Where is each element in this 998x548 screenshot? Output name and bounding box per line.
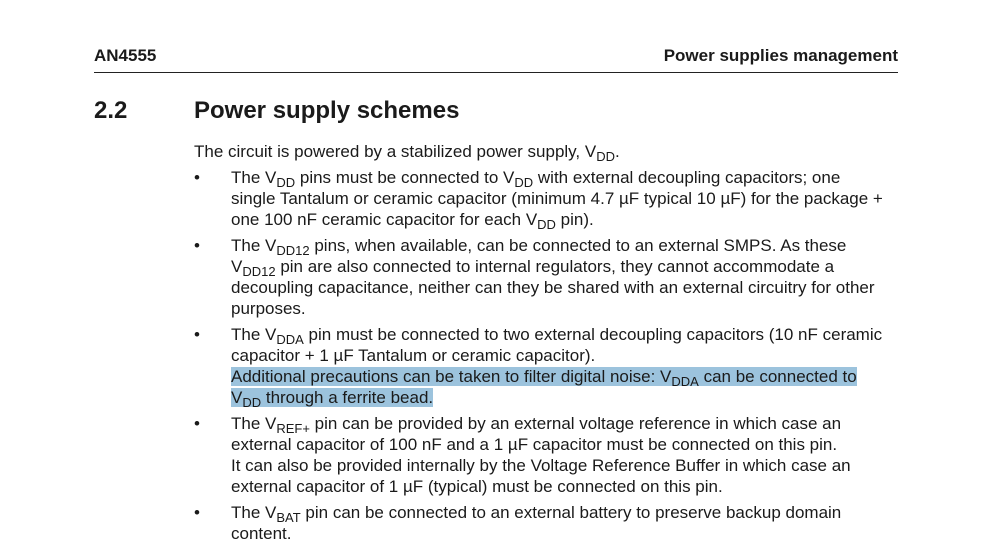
bullet-marker: • <box>194 414 200 433</box>
text-line: purposes. <box>231 299 306 318</box>
text-selection[interactable]: $V_{DD}$ through a ferrite bead. <box>231 388 434 410</box>
header-section-name: Power supplies management <box>663 46 898 65</box>
intro-paragraph: The circuit is powered by a stabilized power supply, $V_{DD}$. <box>194 142 620 164</box>
list-item <box>194 235 914 319</box>
bullet-marker: • <box>194 503 200 522</box>
text-selection[interactable]: Additional precautions can be taken to filter digital noise: $V_{DDA}$ can be connected to <box>231 367 857 389</box>
highlighted-text-line <box>231 366 914 387</box>
list-item <box>194 167 914 230</box>
text-line: external capacitor of 1 µF (typical) must be connected on this pin. <box>231 477 723 496</box>
highlighted-text-line <box>231 387 914 408</box>
list-item <box>194 502 914 544</box>
list-item <box>194 413 914 497</box>
text-line: capacitor + 1 µF Tantalum or ceramic capacitor). <box>231 346 596 365</box>
text-line: $V_{DD12}$ pin are also connected to internal regulators, they cannot accommodate a <box>231 257 835 279</box>
text-line: decoupling capacitance, neither can they be shared with an external circuitry for other <box>231 278 875 297</box>
document-id: AN4555 <box>94 46 157 65</box>
page-header <box>94 44 898 73</box>
bullet-marker: • <box>194 236 200 255</box>
text-line: The $V_{DD}$ pins must be connected to $V_{DD}$ with external decoupling capacitors; one <box>231 168 841 190</box>
list-item <box>194 324 914 408</box>
text-line: The $V_{BAT}$ pin can be connected to an external battery to preserve backup domain <box>231 503 842 525</box>
text-line: The $V_{DD12}$ pins, when available, can be connected to an external SMPS. As these <box>231 236 847 258</box>
text-line: one 100 nF ceramic capacitor for each $V_{DD}$ pin). <box>231 210 594 232</box>
text-line: single Tantalum or ceramic capacitor (minimum 4.7 µF typical 10 µF) for the package + <box>231 189 883 208</box>
section-number: 2.2 <box>94 97 128 124</box>
bullet-list <box>194 167 914 548</box>
text-line: external capacitor of 100 nF and a 1 µF capacitor must be connected on this pin. <box>231 435 838 454</box>
text-line: The $V_{REF+}$ pin can be provided by an external voltage reference in which case an <box>231 414 842 436</box>
bullet-marker: • <box>194 168 200 187</box>
text-line: It can also be provided internally by the Voltage Reference Buffer in which case an <box>231 456 851 475</box>
text-line: The $V_{DDA}$ pin must be connected to two external decoupling capacitors (10 nF ceramic <box>231 325 883 347</box>
text-line: content. <box>231 524 292 543</box>
bullet-marker: • <box>194 325 200 344</box>
section-title: Power supply schemes <box>194 97 460 124</box>
